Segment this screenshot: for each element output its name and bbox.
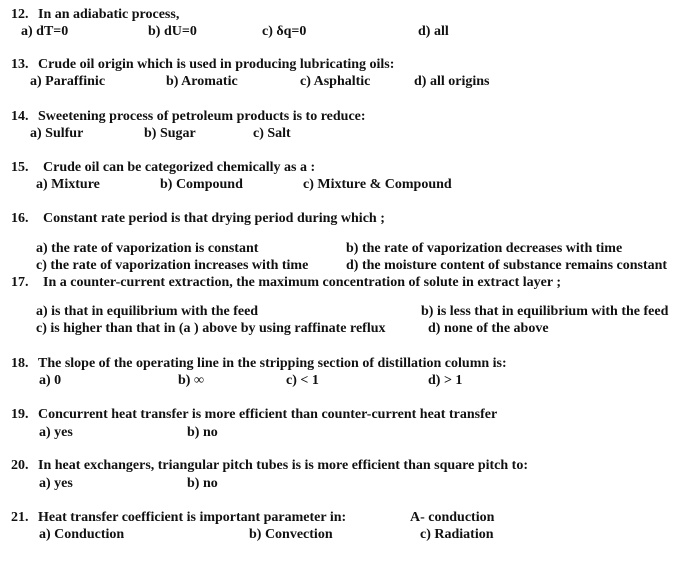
question-number: 12. <box>11 7 29 22</box>
option-b: b) Compound <box>160 177 243 192</box>
question-number: 14. <box>11 109 29 124</box>
option-b: b) ∞ <box>178 373 204 388</box>
option-a: a) Mixture <box>36 177 100 192</box>
question-number: 18. <box>11 356 29 371</box>
option-b: b) Sugar <box>144 126 196 141</box>
option-d: d) > 1 <box>428 373 463 388</box>
option-d: d) all origins <box>414 74 490 89</box>
option-d: d) all <box>418 24 449 39</box>
option-a: a) dT=0 <box>21 24 69 39</box>
question-text: The slope of the operating line in the stripping section of distillation column is: <box>38 356 507 371</box>
option-b: b) Aromatic <box>166 74 238 89</box>
option-a: a) the rate of vaporization is constant <box>36 241 259 256</box>
option-c: c) Radiation <box>420 527 494 542</box>
question-text: In an adiabatic process, <box>38 7 180 22</box>
option-c: c) Salt <box>253 126 291 141</box>
option-a: a) 0 <box>39 373 62 388</box>
question-number: 15. <box>11 160 29 175</box>
question-number: 17. <box>11 275 29 290</box>
option-b: b) Convection <box>249 527 333 542</box>
option-c: c) Mixture & Compound <box>303 177 452 192</box>
option-d: d) the moisture content of substance remains constant <box>346 258 668 273</box>
option-a: a) Paraffinic <box>30 74 106 89</box>
option-d: d) none of the above <box>428 321 549 336</box>
option-a: a) yes <box>39 425 73 440</box>
question-text: Heat transfer coefficient is important parameter in: <box>38 510 347 525</box>
option-b: b) no <box>187 425 218 440</box>
question-number: 16. <box>11 211 29 226</box>
question-text: Crude oil origin which is used in producing lubricating oils: <box>38 57 395 72</box>
option-c: c) < 1 <box>286 373 319 388</box>
question-number: 20. <box>11 458 29 473</box>
option-a: a) Conduction <box>39 527 125 542</box>
option-c: c) the rate of vaporization increases with time <box>36 258 309 273</box>
option-c: c) Asphaltic <box>300 74 371 89</box>
option-b: b) is less that in equilibrium with the feed <box>421 304 669 319</box>
option-a: a) is that in equilibrium with the feed <box>36 304 259 319</box>
question-text: Concurrent heat transfer is more efficient than counter-current heat transfer <box>38 407 498 422</box>
question-text: In a counter-current extraction, the maximum concentration of solute in extract layer ; <box>43 275 562 290</box>
question-number: 19. <box>11 407 29 422</box>
option-a: a) Sulfur <box>30 126 84 141</box>
question-number: 13. <box>11 57 29 72</box>
option-b: b) dU=0 <box>148 24 197 39</box>
question-text: In heat exchangers, triangular pitch tubes is is more efficient than square pitch to: <box>38 458 528 473</box>
question-number: 21. <box>11 510 29 525</box>
question-text: Sweetening process of petroleum products is to reduce: <box>38 109 366 124</box>
option-c: c) δq=0 <box>262 24 307 39</box>
option-b: b) no <box>187 476 218 491</box>
side-note: A- conduction <box>410 510 495 525</box>
option-b: b) the rate of vaporization decreases with time <box>346 241 623 256</box>
option-a: a) yes <box>39 476 73 491</box>
question-text: Crude oil can be categorized chemically as a : <box>43 160 316 175</box>
question-text: Constant rate period is that drying period during which ; <box>43 211 385 226</box>
option-c: c) is higher than that in (a ) above by using raffinate reflux <box>36 321 386 336</box>
